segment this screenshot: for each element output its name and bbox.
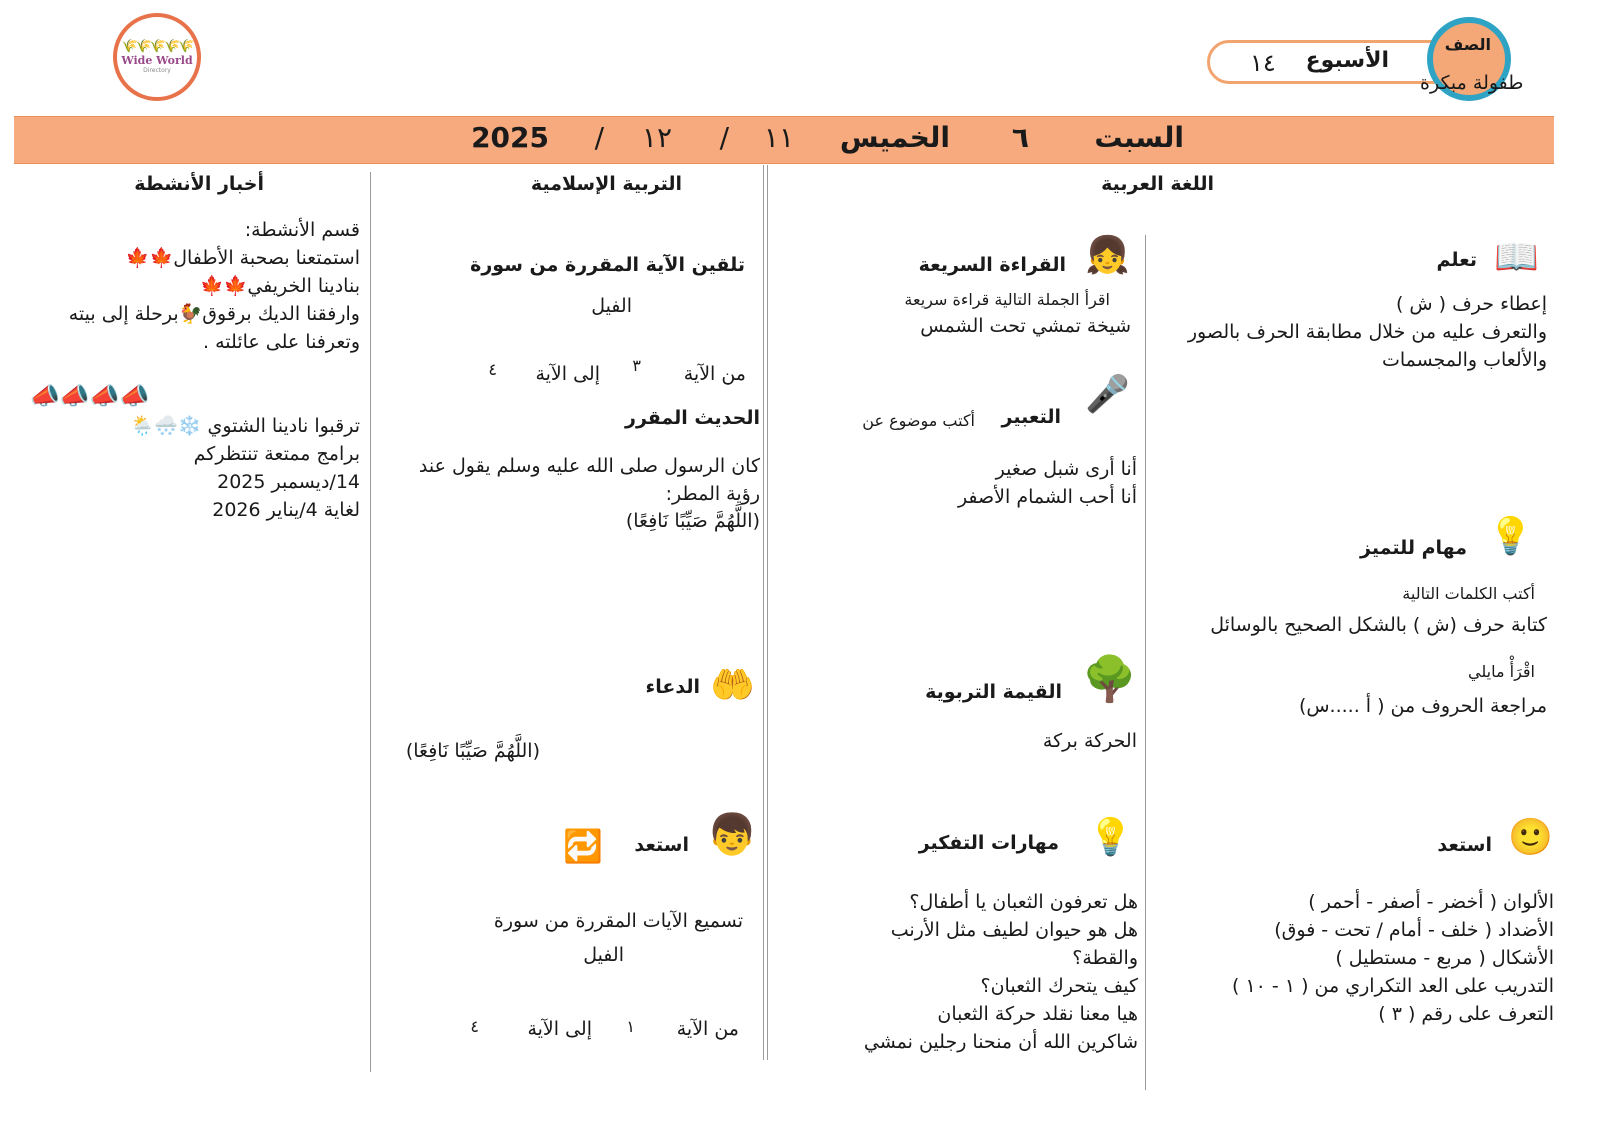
islamic-prepare-from-label: من الآية (676, 1018, 739, 1040)
week-label: الأسبوع (1305, 48, 1389, 73)
thinking-line: هل هو حيوان لطيف مثل الأرنب (890, 919, 1138, 941)
news-line: برامج ممتعة تنتظركم (193, 443, 360, 465)
news-line: بنادينا الخريفي🍁🍁 (200, 275, 360, 297)
memorize-to-label: إلى الآية (535, 363, 600, 385)
dua-heading: الدعاء (645, 676, 700, 698)
learn-heading: تعلم (1436, 249, 1477, 271)
islamic-title: التربية الإسلامية (530, 173, 682, 195)
excellence-heading: مهام للتميز (1360, 537, 1467, 559)
news-line: وتعرفنا على عائلته . (203, 331, 360, 353)
prepare-line: الأضداد ( خلف - أمام / تحت - فوق) (1274, 919, 1554, 941)
learn-line: إعطاء حرف ( ش ) (1395, 293, 1547, 315)
logo-text: Wide World (121, 54, 193, 67)
date-bar (14, 116, 1554, 164)
date-separator: / (594, 121, 604, 154)
repeat-arrows-icon: 🔁 (563, 827, 603, 865)
expression-instruction: أكتب موضوع عن (862, 411, 975, 430)
week-number: ١٤ (1250, 49, 1276, 77)
class-label: الصف (1444, 35, 1491, 54)
thinking-line: هيا معنا نقلد حركة الثعبان (937, 1003, 1138, 1025)
thinking-line: كيف يتحرك الثعبان؟ (980, 975, 1138, 997)
expression-heading: التعبير (1001, 406, 1061, 428)
hadith-line: رؤية المطر: (665, 483, 760, 505)
excellence-line: اقْرَأْ مايلي (1468, 662, 1535, 681)
speed-reading-instruction: اقرأ الجملة التالية قراءة سريعة (904, 290, 1110, 309)
news-line: وارفقنا الديك برقوق🐓برحلة إلى بيته (68, 303, 360, 325)
news-line: ترقبوا نادينا الشتوي ❄️🌨️🌦️ (130, 415, 360, 437)
news-title: أخبار الأنشطة (134, 173, 264, 195)
memorize-heading: تلقين الآية المقررة من سورة (470, 254, 745, 276)
day-to-number: ١١ (763, 121, 794, 154)
prepare-line: الأشكال ( مربع - مستطيل ) (1335, 947, 1554, 969)
hadith-line: كان الرسول صلى الله عليه وسلم يقول عند (418, 455, 760, 477)
learn-line: والألعاب والمجسمات (1381, 349, 1547, 371)
wheat-icon: 🌾🌾🌾🌾🌾 (121, 39, 193, 54)
date-separator: / (719, 121, 729, 154)
praying-hands-icon: 🤲 (710, 665, 755, 706)
brain-lightbulb-icon: 💡 (1488, 516, 1533, 557)
hadith-heading: الحديث المقرر (625, 407, 760, 429)
thinking-line: هل تعرفون الثعبان يا أطفال؟ (909, 891, 1138, 913)
memorize-to-number: ٤ (488, 360, 497, 379)
expression-line: أنا أرى شبل صغير (995, 458, 1137, 480)
speed-reading-sentence: شيخة تمشي تحت الشمس (920, 315, 1131, 337)
column-divider (767, 165, 768, 1060)
tree-icon: 🌳 (1082, 654, 1137, 705)
grade-label: طفولة مبكرة (1420, 72, 1524, 94)
prepare-heading: استعد (1437, 834, 1492, 856)
expression-line: أنا أحب الشمام الأصفر (957, 486, 1137, 508)
news-line: قسم الأنشطة: (244, 219, 360, 241)
memorize-from-label: من الآية (683, 363, 746, 385)
value-heading: القيمة التربوية (925, 681, 1062, 703)
islamic-prepare-surah: الفيل (583, 944, 624, 966)
excellence-line: كتابة حرف (ش ) بالشكل الصحيح بالوسائل (1210, 614, 1547, 636)
thinking-heading: مهارات التفكير (918, 832, 1059, 854)
day-to: الخميس (839, 121, 950, 154)
hadith-line: (اللَّهُمَّ صَيِّبًا نَافِعًا) (625, 510, 760, 532)
day-from: السبت (1094, 121, 1184, 154)
memorize-surah: الفيل (591, 295, 632, 317)
day-from-number: ٦ (1011, 121, 1029, 154)
islamic-prepare-from-number: ١ (626, 1017, 635, 1036)
prepare-line: التعرف على رقم ( ٣ ) (1378, 1003, 1554, 1025)
logo-subtext: Directory (143, 67, 171, 74)
book-lightbulb-icon: 📖 (1494, 237, 1539, 278)
thinking-face-icon: 🙂 (1508, 817, 1553, 858)
column-divider (1145, 235, 1146, 1090)
prepare-line: الألوان ( أخضر - أصفر - أحمر ) (1308, 891, 1554, 913)
excellence-line: أكتب الكلمات التالية (1402, 584, 1535, 603)
reading-girl-icon: 👧 (1085, 235, 1130, 276)
dua-text: (اللَّهُمَّ صَيِّبًا نَافِعًا) (405, 740, 540, 762)
news-line: لغاية 4/يناير 2026 (212, 499, 360, 521)
islamic-prepare-heading: استعد (634, 834, 689, 856)
speed-reading-heading: القراءة السريعة (918, 254, 1066, 276)
column-divider (370, 172, 371, 1072)
thinking-line: والقطة؟ (1072, 947, 1138, 969)
thinking-line: شاكرين الله أن منحنا رجلين نمشي (863, 1031, 1138, 1053)
speaker-icon: 🎤 (1085, 374, 1130, 415)
month: ١٢ (641, 121, 672, 154)
megaphone-icons: 📣📣📣📣 (30, 382, 150, 410)
memorize-from-number: ٣ (632, 356, 641, 375)
brain-bulb-icon: 💡 (1088, 817, 1133, 858)
news-line: استمتعنا بصحبة الأطفال🍁🍁 (125, 247, 360, 269)
islamic-prepare-to-number: ٤ (470, 1017, 479, 1036)
islamic-prepare-to-label: إلى الآية (527, 1018, 592, 1040)
excellence-line: مراجعة الحروف من ( أ .....س) (1298, 695, 1547, 717)
school-logo (113, 13, 201, 101)
year: 2025 (471, 121, 549, 154)
learn-line: والتعرف عليه من خلال مطابقة الحرف بالصور (1187, 321, 1547, 343)
arabic-title: اللغة العربية (1101, 173, 1214, 195)
value-text: الحركة بركة (1042, 730, 1137, 752)
islamic-prepare-line: تسميع الآيات المقررة من سورة (493, 910, 743, 932)
column-divider (763, 165, 764, 1060)
prepare-line: التدريب على العد التكراري من ( ١ - ١٠ ) (1232, 975, 1554, 997)
news-line: 14/ديسمبر 2025 (217, 471, 360, 493)
boy-reading-quran-icon: 👦 (707, 812, 757, 858)
